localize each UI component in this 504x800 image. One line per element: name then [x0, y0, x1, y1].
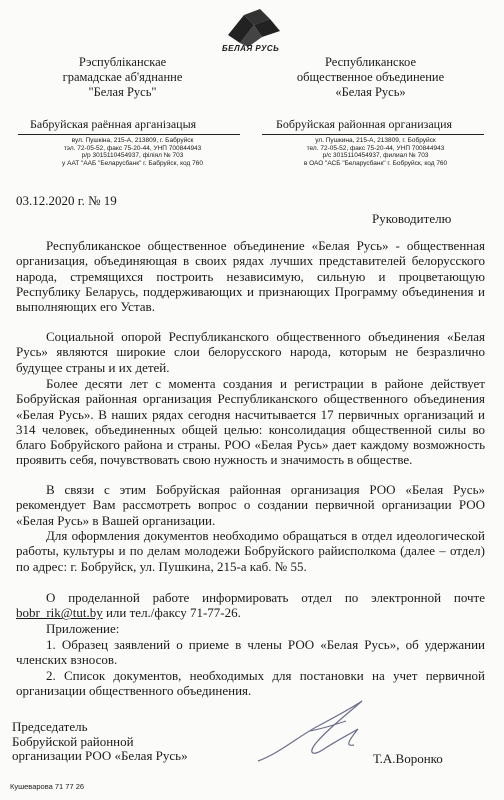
header-divider-right	[262, 134, 484, 135]
address-line: р/с 3015110454937, филиал № 703	[322, 152, 429, 160]
contact-paragraph	[16, 590, 485, 621]
body-paragraph: В связи с этим Бобруйская районная организация РОО «Белая Русь» рекомендует Вам рассмотреть вопрос о создании первичной организации РОО «Белая Русь» в Вашей организации.	[16, 482, 485, 528]
signatory-name: Т.А.Воронко	[373, 751, 443, 766]
body-paragraph: Более десяти лет с момента создания и регистрации в районе действует Бобруйская районная организация Республиканского общественного объединения «Белая Русь». В наших рядах сегодня насчитывается 17 первичных организаций и 314 человек, объединенных общей целью: консолидация общественной силы во благо Бобруйского района и страны. РОО «Белая Русь» дает каждому возможность проявить себя, почувствовать свою нужность и значимость в обществе.	[16, 376, 485, 468]
org-line: грамадскае аб'яднанне	[62, 70, 183, 84]
signatory-title-line: организации РОО «Белая Русь»	[12, 748, 188, 763]
attachment-item: 1. Образец заявлений о приеме в члены РОО «Белая Русь», об удержании членских взносов.	[16, 637, 485, 668]
executor-note: Кушеварова 71 77 26	[10, 782, 85, 791]
org-line: общественное объединение	[296, 70, 445, 84]
address-line: тел. 72-05-52, факс 75-20-44, УНП 700844943	[306, 144, 445, 152]
org-name-belarusian	[20, 55, 225, 100]
address-belarusian	[40, 137, 225, 167]
address-line: в ОАО "АСБ "Беларусбанк" г. Бобруйск, код 760	[303, 159, 448, 167]
handwritten-signature-icon	[250, 695, 390, 775]
body-paragraph: Для оформления документов необходимо обращаться в отдел идеологической работы, культуры и по делам молодежи Бобруйского райисполкома (далее – отдел) по адрес: г. Бобруйск, ул. Пушкина, 215-а каб. № 55.	[16, 528, 485, 574]
letter-date: 03.12.2020 г. № 19	[16, 193, 117, 208]
email-link[interactable]: bobr_rik@tut.by	[16, 605, 103, 621]
address-line: вул. Пушкіна, 215-А, 213809, г. Бабруйск	[71, 137, 194, 144]
attachments-title: Приложение:	[46, 621, 120, 636]
district-name-belarusian: Бабруйская раённая арганізацыя	[30, 117, 197, 131]
org-line: Рэспубліканскае	[78, 55, 167, 69]
body-paragraph: Социальной опорой Республиканского общественного объединения «Белая Русь» являются широкие слои белорусского народа, которым не безразлично будущее страны и их детей.	[16, 329, 485, 375]
logo-text: БЕЛАЯ РУСЬ	[222, 44, 280, 53]
signatory-title	[12, 720, 188, 764]
recipient: Руководителю	[372, 211, 452, 226]
address-line: у ААТ "ААБ "Беларусбанк" г. Бабруйск, код 760	[62, 159, 203, 167]
header-divider-left	[18, 134, 240, 135]
district-name-russian: Бобруйская районная организация	[276, 117, 453, 131]
signatory-title-line: Председатель	[12, 719, 88, 734]
body-paragraph: Республиканское общественное объединение «Белая Русь» - общественная организация, объединяющая в своих рядах лучших представителей белорусского народа, стремящихся построить независимую, сильную и процветающую Республику Беларусь, поддерживающих и признающих Программу объединения и выполняющих его Устав.	[16, 238, 485, 315]
org-name-russian	[268, 55, 473, 100]
address-line: р/р 3015110454937, філіял № 703	[81, 152, 184, 160]
address-russian	[283, 137, 468, 167]
org-line: «Белая Русь»	[335, 85, 406, 99]
contact-prefix: О проделанной работе информировать отдел по электронной почте	[46, 590, 485, 605]
org-line: Республиканское	[324, 55, 416, 69]
contact-suffix: или тел./факсу 71-77-26.	[102, 605, 241, 621]
signatory-title-line: Бобруйской районной	[12, 733, 134, 749]
org-line: "Белая Русь"	[88, 85, 157, 99]
address-line: ул. Пушкина, 215-А, 213809, г. Бобруйск	[315, 137, 436, 144]
attachment-item: 2. Список документов, необходимых для постановки на учет первичной организации общественного объединения.	[16, 668, 485, 699]
address-line: тэл. 72-05-52, факс 75-20-44, УНП 700844943	[63, 144, 202, 152]
